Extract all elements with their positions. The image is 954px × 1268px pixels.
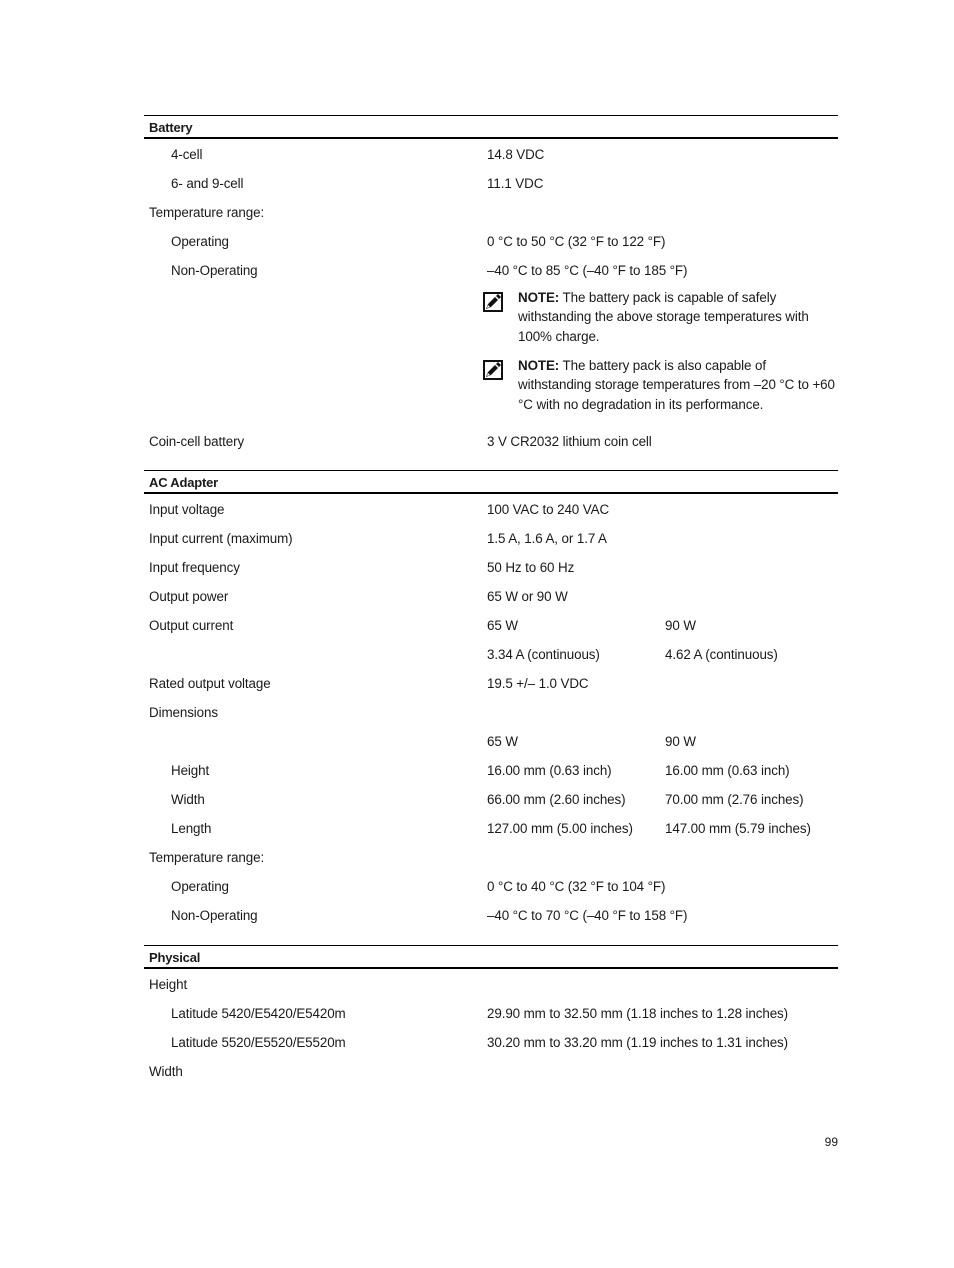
row-label: Dimensions bbox=[149, 705, 218, 720]
table-row bbox=[144, 523, 838, 552]
physical-section bbox=[144, 945, 838, 1085]
row-value: 14.8 VDC bbox=[487, 147, 545, 162]
battery-header bbox=[144, 115, 838, 139]
row-label: Temperature range: bbox=[149, 850, 265, 865]
row-value-2: 90 W bbox=[665, 618, 696, 633]
row-value-2: 90 W bbox=[665, 734, 696, 749]
ac-adapter-section bbox=[144, 470, 838, 929]
row-value-2: 4.62 A (continuous) bbox=[665, 647, 778, 662]
page-number: 99 bbox=[824, 1135, 838, 1149]
table-row bbox=[144, 255, 838, 284]
row-value: 19.5 +/– 1.0 VDC bbox=[487, 676, 589, 691]
note-block bbox=[144, 356, 838, 426]
row-label: Width bbox=[149, 1064, 183, 1079]
row-label: Input frequency bbox=[149, 560, 240, 575]
row-label: Height bbox=[171, 763, 210, 778]
table-row bbox=[144, 900, 838, 929]
table-row bbox=[144, 668, 838, 697]
row-label: Rated output voltage bbox=[149, 676, 271, 691]
table-row bbox=[144, 726, 838, 755]
ac-adapter-header bbox=[144, 470, 838, 494]
table-row bbox=[144, 1027, 838, 1056]
row-value: 65 W bbox=[487, 734, 518, 749]
row-label: Latitude 5420/E5420/E5420m bbox=[171, 1006, 346, 1021]
table-row bbox=[144, 697, 838, 726]
row-value: 65 W bbox=[487, 618, 518, 633]
note-pencil-icon bbox=[483, 360, 503, 380]
row-value: 11.1 VDC bbox=[487, 176, 544, 191]
table-row bbox=[144, 1056, 838, 1085]
row-label: 4-cell bbox=[171, 147, 203, 162]
table-row bbox=[144, 842, 838, 871]
row-value: 0 °C to 40 °C (32 °F to 104 °F) bbox=[487, 879, 666, 894]
row-label: Non-Operating bbox=[171, 908, 258, 923]
row-label: Coin-cell battery bbox=[149, 434, 245, 449]
row-value: 0 °C to 50 °C (32 °F to 122 °F) bbox=[487, 234, 666, 249]
row-value: 30.20 mm to 33.20 mm (1.19 inches to 1.31 inches) bbox=[487, 1035, 789, 1050]
row-value-2: 147.00 mm (5.79 inches) bbox=[665, 821, 811, 836]
table-row bbox=[144, 969, 838, 998]
row-label: Input voltage bbox=[149, 502, 225, 517]
row-value: 16.00 mm (0.63 inch) bbox=[487, 763, 612, 778]
row-label: Output power bbox=[149, 589, 229, 604]
note-label: NOTE: bbox=[518, 358, 560, 373]
row-value: 66.00 mm (2.60 inches) bbox=[487, 792, 626, 807]
table-row bbox=[144, 871, 838, 900]
row-label: Length bbox=[171, 821, 212, 836]
row-label: Input current (maximum) bbox=[149, 531, 293, 546]
row-value: 65 W or 90 W bbox=[487, 589, 568, 604]
row-value: 1.5 A, 1.6 A, or 1.7 A bbox=[487, 531, 607, 546]
row-label: Output current bbox=[149, 618, 234, 633]
physical-title: Physical bbox=[149, 950, 201, 965]
table-row bbox=[144, 813, 838, 842]
note-text: The battery pack is capable of safely withstanding the above storage temperatures with 100% charge. bbox=[518, 290, 809, 344]
table-row bbox=[144, 168, 838, 197]
table-row bbox=[144, 581, 838, 610]
note-block bbox=[144, 288, 838, 356]
row-value: 50 Hz to 60 Hz bbox=[487, 560, 575, 575]
row-value: 3 V CR2032 lithium coin cell bbox=[487, 434, 652, 449]
row-value-2: 16.00 mm (0.63 inch) bbox=[665, 763, 790, 778]
row-label: Non-Operating bbox=[171, 263, 258, 278]
table-row bbox=[144, 998, 838, 1027]
row-value: 29.90 mm to 32.50 mm (1.18 inches to 1.28 inches) bbox=[487, 1006, 789, 1021]
row-value: 127.00 mm (5.00 inches) bbox=[487, 821, 633, 836]
table-row bbox=[144, 426, 838, 455]
table-row bbox=[144, 197, 838, 226]
table-row bbox=[144, 755, 838, 784]
battery-title: Battery bbox=[149, 120, 193, 135]
ac-adapter-title: AC Adapter bbox=[149, 475, 219, 490]
row-value: 100 VAC to 240 VAC bbox=[487, 502, 610, 517]
battery-section bbox=[144, 115, 838, 455]
note-pencil-icon bbox=[483, 292, 503, 312]
table-row bbox=[144, 552, 838, 581]
row-value: –40 °C to 85 °C (–40 °F to 185 °F) bbox=[487, 263, 688, 278]
row-label: Operating bbox=[171, 879, 229, 894]
row-label: Temperature range: bbox=[149, 205, 265, 220]
note-text: The battery pack is also capable of withstanding storage temperatures from –20 °C to +60 °C with no degradation in its performance. bbox=[518, 358, 835, 412]
row-label: 6- and 9-cell bbox=[171, 176, 244, 191]
row-label: Operating bbox=[171, 234, 229, 249]
row-label: Latitude 5520/E5520/E5520m bbox=[171, 1035, 346, 1050]
row-value: 3.34 A (continuous) bbox=[487, 647, 600, 662]
physical-header bbox=[144, 945, 838, 969]
table-row bbox=[144, 494, 838, 523]
table-row bbox=[144, 226, 838, 255]
table-row bbox=[144, 610, 838, 639]
row-label: Width bbox=[171, 792, 205, 807]
table-row bbox=[144, 784, 838, 813]
row-value: –40 °C to 70 °C (–40 °F to 158 °F) bbox=[487, 908, 688, 923]
note-label: NOTE: bbox=[518, 290, 560, 305]
table-row bbox=[144, 639, 838, 668]
table-row bbox=[144, 139, 838, 168]
row-value-2: 70.00 mm (2.76 inches) bbox=[665, 792, 804, 807]
row-label: Height bbox=[149, 977, 188, 992]
